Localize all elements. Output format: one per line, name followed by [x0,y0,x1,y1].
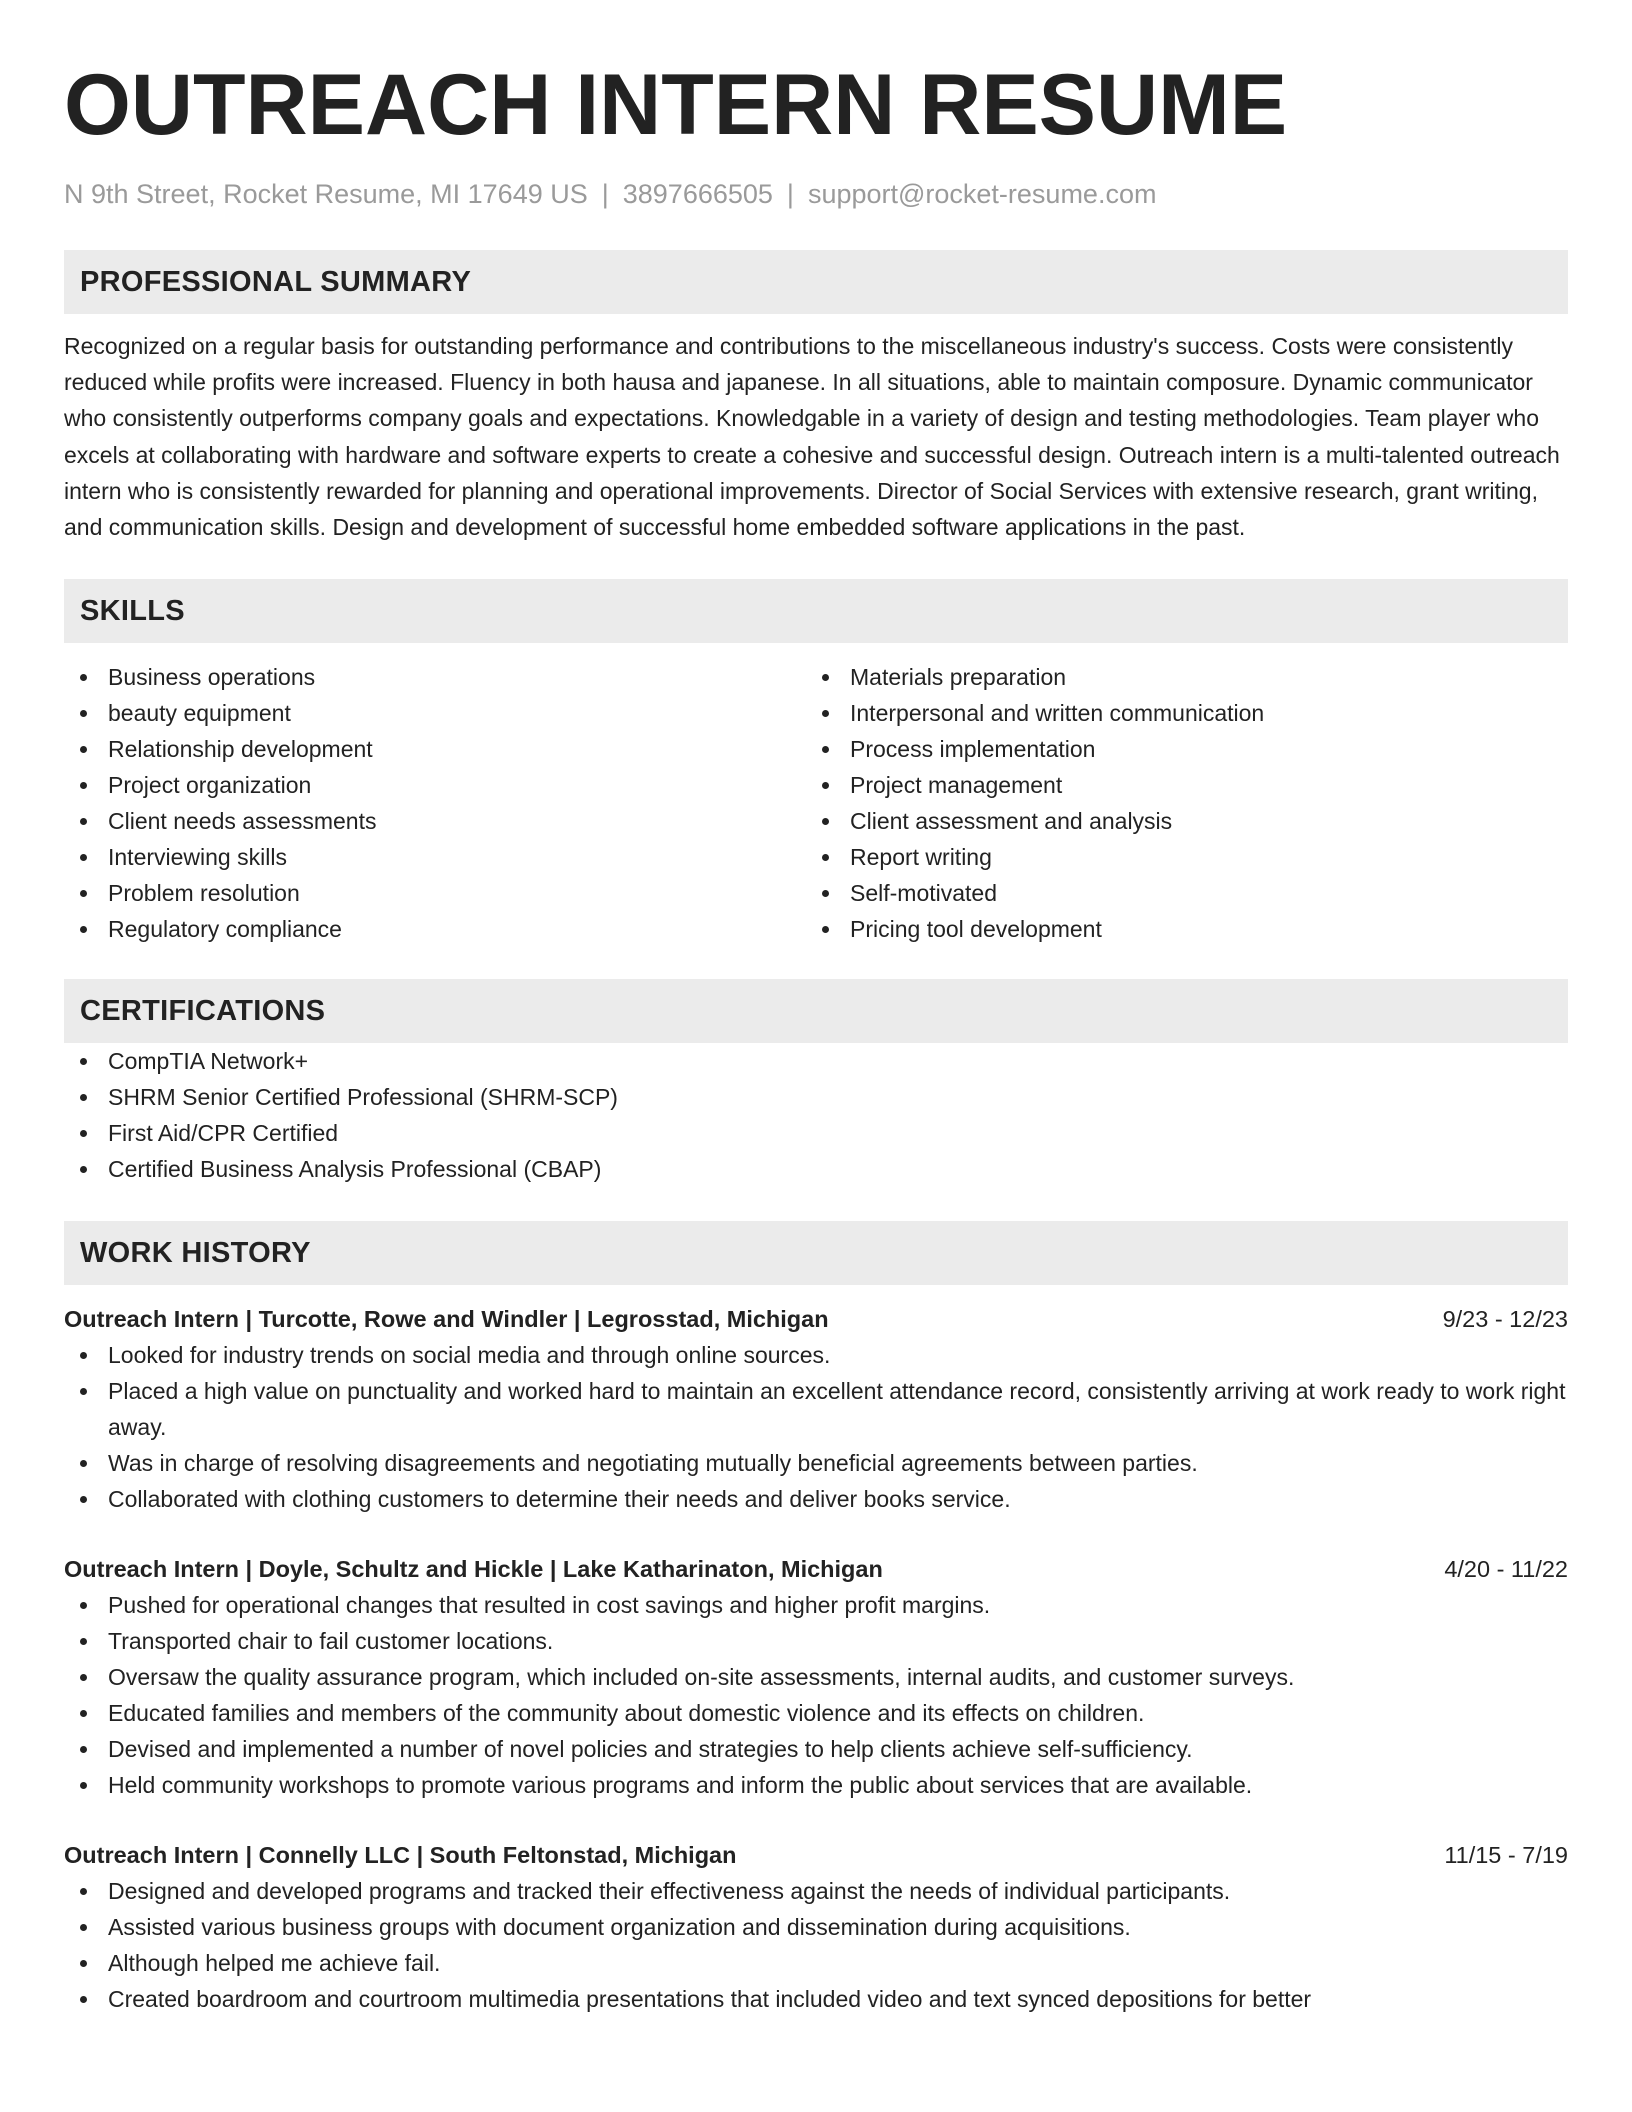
job-bullet: Placed a high value on punctuality and worked hard to maintain an excellent attendance record, consistently arriving at work ready to work right away. [64,1373,1568,1445]
job-bullet: Created boardroom and courtroom multimedia presentations that included video and text synced depositions for better [64,1981,1568,2017]
skill-item: Interviewing skills [64,839,806,875]
job-dates: 11/15 - 7/19 [1444,1842,1568,1869]
resume-page [64,50,1568,2017]
job-bullets [64,1337,1568,1517]
job-dates: 9/23 - 12/23 [1442,1306,1568,1333]
skill-item: Problem resolution [64,875,806,911]
skill-item: Client assessment and analysis [806,803,1548,839]
job-bullets [64,1587,1568,1803]
contact-separator: | [786,179,794,209]
job-bullet: Collaborated with clothing customers to determine their needs and deliver books service. [64,1481,1568,1517]
job-bullet: Was in charge of resolving disagreements and negotiating mutually beneficial agreements between parties. [64,1445,1568,1481]
skills-list [64,659,1568,947]
skill-item: beauty equipment [64,695,806,731]
certifications-list [64,1043,1568,1187]
job-bullet: Devised and implemented a number of novel policies and strategies to help clients achieve self-sufficiency. [64,1731,1568,1767]
skill-item: Relationship development [64,731,806,767]
skill-item: Report writing [806,839,1548,875]
summary-heading: PROFESSIONAL SUMMARY [64,250,1568,314]
skill-item: Pricing tool development [806,911,1548,947]
contact-address: N 9th Street, Rocket Resume, MI 17649 US [64,179,588,209]
job-entry [64,1837,1568,2017]
certification-item: SHRM Senior Certified Professional (SHRM-SCP) [64,1079,1568,1115]
job-entry [64,1301,1568,1517]
job-header [64,1301,1568,1337]
job-bullet: Assisted various business groups with document organization and dissemination during acquisitions. [64,1909,1568,1945]
job-bullet: Pushed for operational changes that resulted in cost savings and higher profit margins. [64,1587,1568,1623]
job-bullet: Although helped me achieve fail. [64,1945,1568,1981]
skills-left-column [64,659,806,947]
certification-item: CompTIA Network+ [64,1043,1568,1079]
skill-item: Client needs assessments [64,803,806,839]
skill-item: Interpersonal and written communication [806,695,1548,731]
job-header [64,1551,1568,1587]
summary-text: Recognized on a regular basis for outstanding performance and contributions to the miscellaneous industry's success. Costs were consistently reduced while profits were increased. Fluency in both hausa and japanese. In all situations, able to maintain composure. Dynamic communicator who consistently outperforms company goals and expectations. Knowledgable in a variety of design and testing methodologies. Team player who excels at collaborating with hardware and software experts to create a cohesive and successful design. Outreach intern is a multi-talented outreach intern who is consistently rewarded for planning and operational improvements. Director of Social Services with extensive research, grant writing, and communication skills. Design and development of successful home embedded software applications in the past. [64,333,1560,541]
skill-item: Project organization [64,767,806,803]
job-dates: 4/20 - 11/22 [1444,1556,1568,1583]
job-title: Outreach Intern | Connelly LLC | South Feltonstad, Michigan [64,1842,737,1869]
job-bullets [64,1873,1568,2017]
resume-title: OUTREACH INTERN RESUME [64,57,1288,153]
job-title: Outreach Intern | Turcotte, Rowe and Windler | Legrosstad, Michigan [64,1306,829,1333]
job-header [64,1837,1568,1873]
certification-item: First Aid/CPR Certified [64,1115,1568,1151]
skill-item: Process implementation [806,731,1548,767]
job-entry [64,1551,1568,1803]
skills-right-column [806,659,1548,947]
certification-item: Certified Business Analysis Professional (CBAP) [64,1151,1568,1187]
skill-item: Project management [806,767,1548,803]
contact-separator: | [601,179,609,209]
skills-heading: SKILLS [64,579,1568,643]
skill-item: Business operations [64,659,806,695]
skill-item: Materials preparation [806,659,1548,695]
job-bullet: Looked for industry trends on social media and through online sources. [64,1337,1568,1373]
contact-email: support@rocket-resume.com [807,179,1157,209]
skill-item: Self-motivated [806,875,1548,911]
job-title: Outreach Intern | Doyle, Schultz and Hickle | Lake Katharinaton, Michigan [64,1556,883,1583]
work-history-heading: WORK HISTORY [64,1221,1568,1285]
job-bullet: Educated families and members of the community about domestic violence and its effects on children. [64,1695,1568,1731]
contact-line [64,176,1568,212]
job-bullet: Oversaw the quality assurance program, which included on-site assessments, internal audits, and customer surveys. [64,1659,1568,1695]
contact-phone: 3897666505 [622,179,773,209]
job-bullet: Transported chair to fail customer locations. [64,1623,1568,1659]
job-bullet: Held community workshops to promote various programs and inform the public about services that are available. [64,1767,1568,1803]
job-bullet: Designed and developed programs and tracked their effectiveness against the needs of individual participants. [64,1873,1568,1909]
certifications-heading: CERTIFICATIONS [64,979,1568,1043]
skill-item: Regulatory compliance [64,911,806,947]
